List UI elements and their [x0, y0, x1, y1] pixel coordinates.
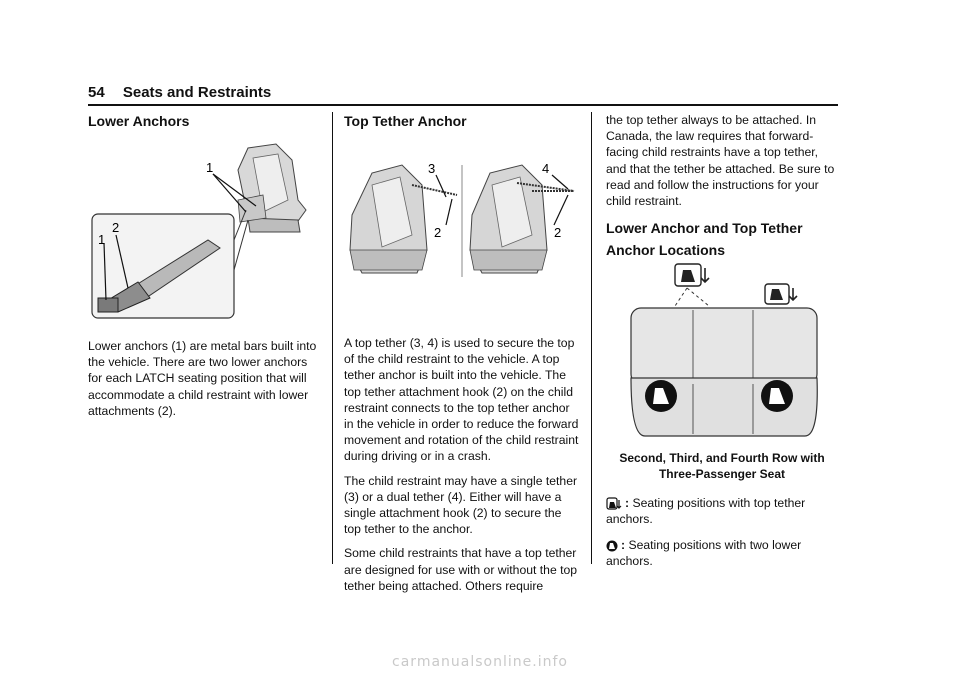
lower-anchors-text: Lower anchors (1) are metal bars built into the vehicle. There are two lower anchors for each LATCH seating position that will accommodate a child restraint with lower attachments (2).: [88, 339, 317, 418]
column-divider-1: [332, 112, 333, 564]
legend-top-tether-text: Seating positions with top tether anchors.: [606, 496, 806, 527]
caption-line-1: Second, Third, and Fourth Row with: [619, 451, 825, 465]
column-divider-2: [591, 112, 592, 564]
legend-lower-anchor: [606, 537, 838, 569]
figure-label-3: 3: [428, 161, 436, 176]
figure-label-1: 1: [98, 232, 106, 247]
page-header: [88, 84, 271, 101]
continued-paragraph: the top tether always to be attached. In Canada, the law requires that forward-facing child restraints have a top tether, and that the tether be attached. Be sure to read and follow the instructions for your child restraint.: [606, 113, 835, 209]
page-number: 54: [88, 84, 105, 101]
lower-anchor-symbol-icon: [761, 380, 793, 412]
top-tether-paragraph-2: The child restraint may have a single tether (3) or a dual tether (4). Either will have a single attachment hook (2) to secure the top tether to the anchor.: [344, 473, 578, 537]
figure-label-4: 4: [542, 161, 550, 176]
top-tether-symbol-icon: [606, 497, 622, 511]
figure-label-2: 2: [112, 220, 120, 235]
top-tether-paragraph-3: Some child restraints that have a top tether are designed for use with or without the top tether being attached. Others require: [344, 546, 578, 593]
top-tether-figure: [342, 155, 582, 285]
legend-separator: :: [625, 496, 630, 510]
top-tether-symbol-icon: [765, 284, 797, 304]
left-column: [88, 112, 322, 130]
figure-caption: [606, 450, 838, 482]
middle-body: [344, 335, 580, 602]
caption-line-2: Three-Passenger Seat: [658, 467, 786, 481]
watermark: carmanualsonline.info: [392, 654, 568, 670]
locations-heading: Lower Anchor and Top Tether Anchor Locations: [606, 220, 803, 259]
right-column: [606, 112, 838, 261]
seat-locations-figure: [625, 262, 825, 440]
lower-anchors-figure: [88, 140, 328, 325]
top-tether-paragraph-1: A top tether (3, 4) is used to secure the top of the child restraint to the vehicle. A top tether anchor is built into the vehicle. The top tether attachment hook (2) on the child restraint connects to the top tether anchor in the vehicle in order to reduce the forward movement and rotation of the child restraint during driving or in a crash.: [344, 336, 579, 464]
top-tether-heading: Top Tether Anchor: [344, 113, 467, 129]
lower-anchor-symbol-icon: [645, 380, 677, 412]
left-body: [88, 338, 324, 427]
figure-label-1: 1: [206, 160, 214, 175]
legend-lower-anchor-text: Seating positions with two lower anchors.: [606, 538, 802, 569]
legend-separator: :: [621, 538, 626, 552]
figure-label-2: 2: [434, 225, 442, 240]
legend-top-tether: [606, 495, 838, 527]
figure-label-2: 2: [554, 225, 562, 240]
middle-column-heading: [344, 112, 580, 130]
header-rule: [88, 104, 838, 106]
lower-anchor-symbol-icon: [606, 540, 618, 552]
lower-anchors-heading: Lower Anchors: [88, 113, 190, 129]
section-title: Seats and Restraints: [122, 84, 272, 101]
top-tether-symbol-icon: [675, 264, 709, 286]
